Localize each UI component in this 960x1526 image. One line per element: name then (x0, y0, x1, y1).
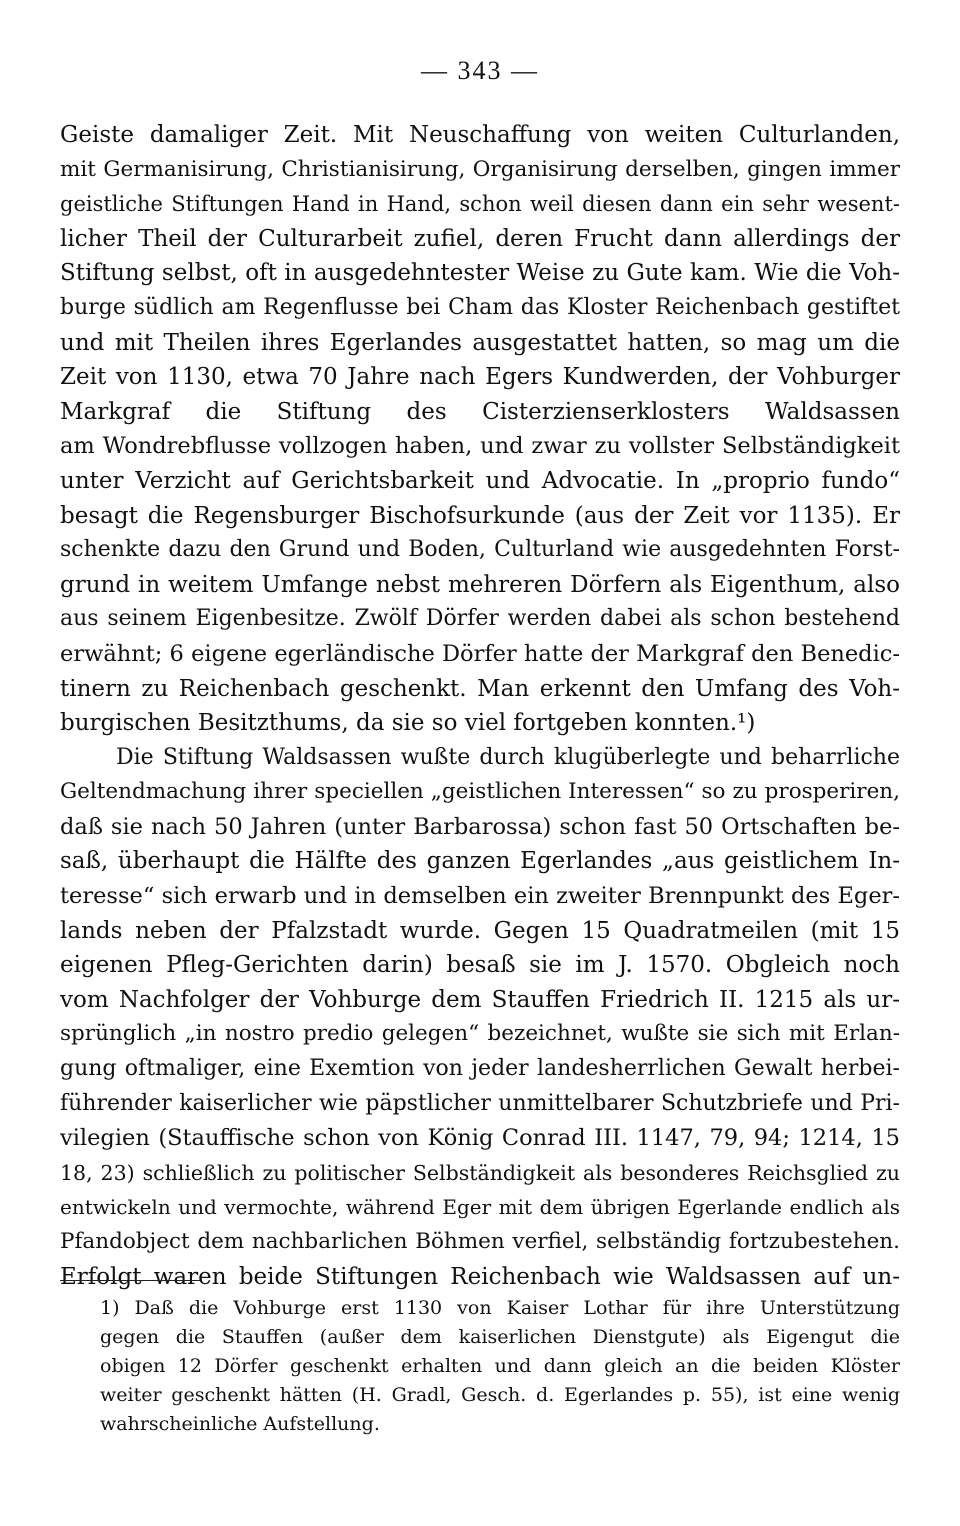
text-line: Erfolgt waren beide Stiftungen Reichenbach wie Waldsassen auf un- (60, 1263, 900, 1290)
text-line: Stiftung selbst, oft in ausgedehntester Weise zu Gute kam. Wie die Voh- (60, 260, 900, 287)
text-line: Pfandobject dem nachbarlichen Böhmen verfiel, selbständig fortzubestehen. (60, 1229, 900, 1254)
text-line: am Wondrebflusse vollzogen haben, und zwar zu vollster Selbständigkeit (60, 433, 900, 460)
text-line: 18, 23) schließlich zu politischer Selbständigkeit als besonderes Reichsglied zu (60, 1160, 900, 1185)
text-line: teresse“ sich erwarb und in demselben ein zweiter Brennpunkt des Eger- (60, 883, 900, 910)
footnote-line: 1) Daß die Vohburge erst 1130 von Kaiser Lothar für ihre Unterstützung (100, 1297, 900, 1319)
footnote-line: weiter geschenkt hätten (H. Gradl, Gesch. d. Egerlandes p. 55), ist eine wenig (100, 1384, 900, 1406)
text-line: vom Nachfolger der Vohburge dem Stauffen Friedrich II. 1215 als ur- (60, 986, 900, 1013)
text-line: burgischen Besitzthums, da sie so viel fortgeben konnten.¹) (60, 710, 756, 737)
text-line: und mit Theilen ihres Egerlandes ausgestattet hatten, so mag um die (60, 329, 900, 356)
text-line: Die Stiftung Waldsassen wußte durch klugüberlegte und beharrliche (116, 744, 900, 770)
text-line: führender kaiserlicher wie päpstlicher unmittelbarer Schutzbriefe und Pri- (60, 1090, 900, 1116)
text-line: gung oftmaliger, eine Exemtion von jeder landesherrlichen Gewalt herbei- (60, 1056, 900, 1082)
footnote-line: wahrscheinliche Aufstellung. (100, 1413, 380, 1435)
text-line: Geiste damaliger Zeit. Mit Neuschaffung von weiten Culturlanden, (60, 122, 900, 148)
text-line: geistliche Stiftungen Hand in Hand, schon weil diesen dann ein sehr wesent- (60, 192, 900, 217)
text-line: entwickeln und vermochte, während Eger mit dem übrigen Egerlande endlich als (60, 1195, 900, 1220)
text-line: tinern zu Reichenbach geschenkt. Man erkennt den Umfang des Voh- (60, 675, 900, 702)
footnotes (100, 1294, 900, 1439)
text-line: Geltendmachung ihrer speciellen „geistlichen Interessen“ so zu prosperiren, (60, 779, 900, 805)
footnote-divider (60, 1280, 200, 1281)
text-line: burge südlich am Regenflusse bei Cham das Kloster Reichenbach gestiftet (60, 294, 900, 320)
text-line: sprünglich „in nostro predio gelegen“ bezeichnet, wußte sie sich mit Erlan- (60, 1021, 900, 1047)
text-line: erwähnt; 6 eigene egerländische Dörfer hatte der Markgraf den Benedic- (60, 640, 900, 667)
text-line: unter Verzicht auf Gerichtsbarkeit und Advocatie. In „proprio fundo“ (60, 467, 900, 494)
text-line: daß sie nach 50 Jahren (unter Barbarossa) schon fast 50 Ortschaften be- (60, 813, 900, 840)
text-line: Zeit von 1130, etwa 70 Jahre nach Egers Kundwerden, der Vohburger (60, 364, 900, 391)
text-line: grund in weitem Umfange nebst mehreren Dörfern als Eigenthum, also (60, 571, 900, 598)
text-line: eigenen Pfleg-Gerichten darin) besaß sie im J. 1570. Obgleich noch (60, 952, 900, 979)
text-line: mit Germanisirung, Christianisirung, Organisirung derselben, gingen immer (60, 156, 900, 182)
text-line: lands neben der Pfalzstadt wurde. Gegen 15 Quadratmeilen (mit 15 (60, 917, 900, 944)
body-text (60, 118, 900, 1294)
footnote-line: gegen die Stauffen (außer dem kaiserlichen Dienstgute) als Eigengut die (100, 1326, 900, 1348)
text-line: licher Theil der Culturarbeit zufiel, deren Frucht dann allerdings der (60, 225, 900, 252)
text-line: Markgraf die Stiftung des Cisterzienserklosters Waldsassen (60, 398, 900, 425)
text-line: aus seinem Eigenbesitze. Zwölf Dörfer werden dabei als schon bestehend (60, 606, 900, 632)
text-line: besagt die Regensburger Bischofsurkunde (aus der Zeit vor 1135). Er (60, 502, 900, 529)
text-line: saß, überhaupt die Hälfte des ganzen Egerlandes „aus geistlichem In- (60, 848, 900, 875)
text-line: vilegien (Stauffische schon von König Conrad III. 1147, 79, 94; 1214, 15 (60, 1125, 900, 1152)
page-number: — 343 — (421, 56, 539, 85)
footnote-line: obigen 12 Dörfer geschenkt erhalten und dann gleich an die beiden Klöster (100, 1355, 900, 1377)
text-line: schenkte dazu den Grund und Boden, Culturland wie ausgedehnten Forst- (60, 537, 900, 563)
